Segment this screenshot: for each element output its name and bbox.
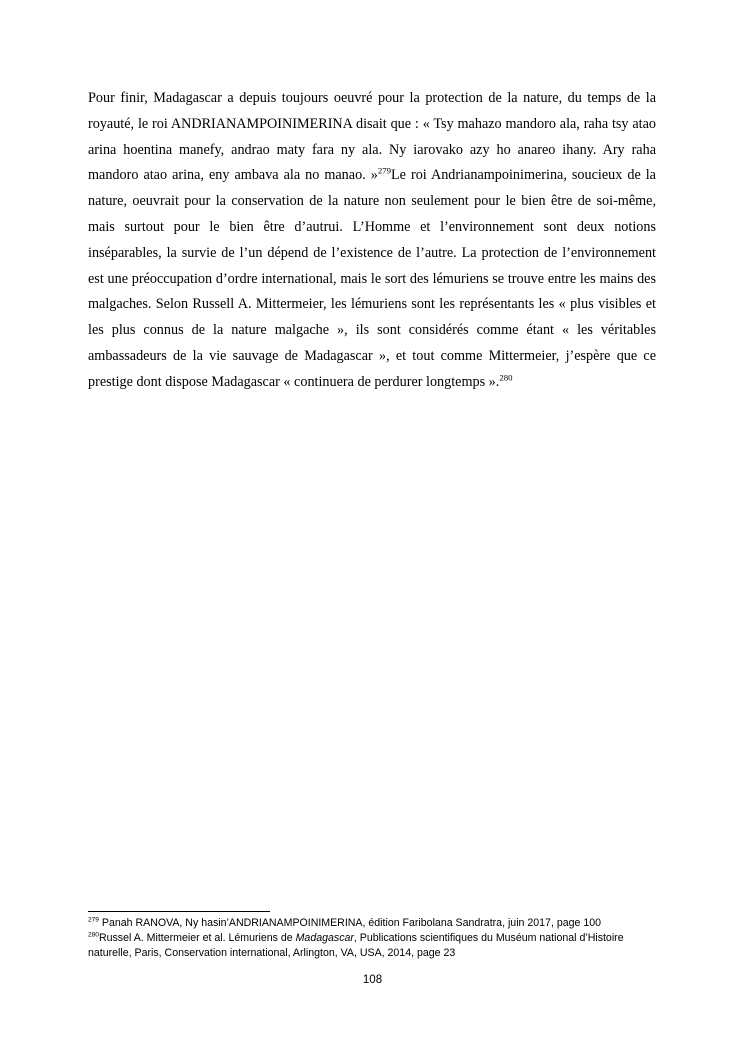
- footnote-separator: [88, 911, 270, 912]
- footnote-text: Russel A. Mittermeier et al. Lémuriens de: [98, 932, 296, 944]
- footnote-text: Panah RANOVA, Ny hasin’ANDRIANAMPOINIMERINA, édition Faribolana Sandratra, juin 2017, page 100: [98, 917, 602, 929]
- footnote-italic-text: Madagascar: [295, 932, 354, 944]
- page-number: 108: [362, 974, 383, 986]
- body-text-part-1: Pour finir, Madagascar a depuis toujours oeuvré pour la protection de la nature, du temps de la royauté, le roi ANDRIANAMPOINIMERINA disait que : « Tsy mahazo mandoro ala, raha tsy atao arina hoentina manefy, andrao maty fara ny ala. Ny iarovako azy ho anareo ihany. Ary raha mandoro atao arina, eny ambava ala no manao. »: [88, 90, 656, 184]
- footnotes: [88, 916, 658, 961]
- body-paragraph: [88, 86, 656, 396]
- footnote-ref-280[interactable]: 280: [499, 372, 513, 383]
- footnote-279: [88, 916, 658, 931]
- body-text-part-2: Le roi Andrianampoinimerina, soucieux de la nature, oeuvrait pour la conservation de la nature non seulement pour le bien être de soi-même, mais surtout pour le bien être d’autrui. L’Homme et l’environnement sont deux notions inséparables, la survie de l’un dépend de l’existence de l’autre. La protection de l’environnement est une préoccupation d’ordre international, mais le sort des lémuriens se trouve entre les mains des malgaches. Selon Russell A. Mittermeier, les lémuriens sont les représentants les « plus visibles et les plus connus de la nature malgache », ils sont considérés comme étant « les véritables ambassadeurs de la vie sauvage de Madagascar », et tout comme Mittermeier, j’espère que ce prestige dont dispose Madagascar « continuera de perdurer longtemps ».: [88, 167, 656, 390]
- footnote-number: 280: [88, 931, 99, 939]
- footnote-number: 279: [88, 916, 99, 924]
- footnote-ref-279[interactable]: 279: [377, 165, 392, 176]
- footnote-text-continued: , Publications scientifiques du Muséum national d’Histoire naturelle, Paris, Conservation international, Arlington, VA, USA, 2014, page 23: [88, 932, 624, 959]
- footnote-280: [88, 931, 658, 961]
